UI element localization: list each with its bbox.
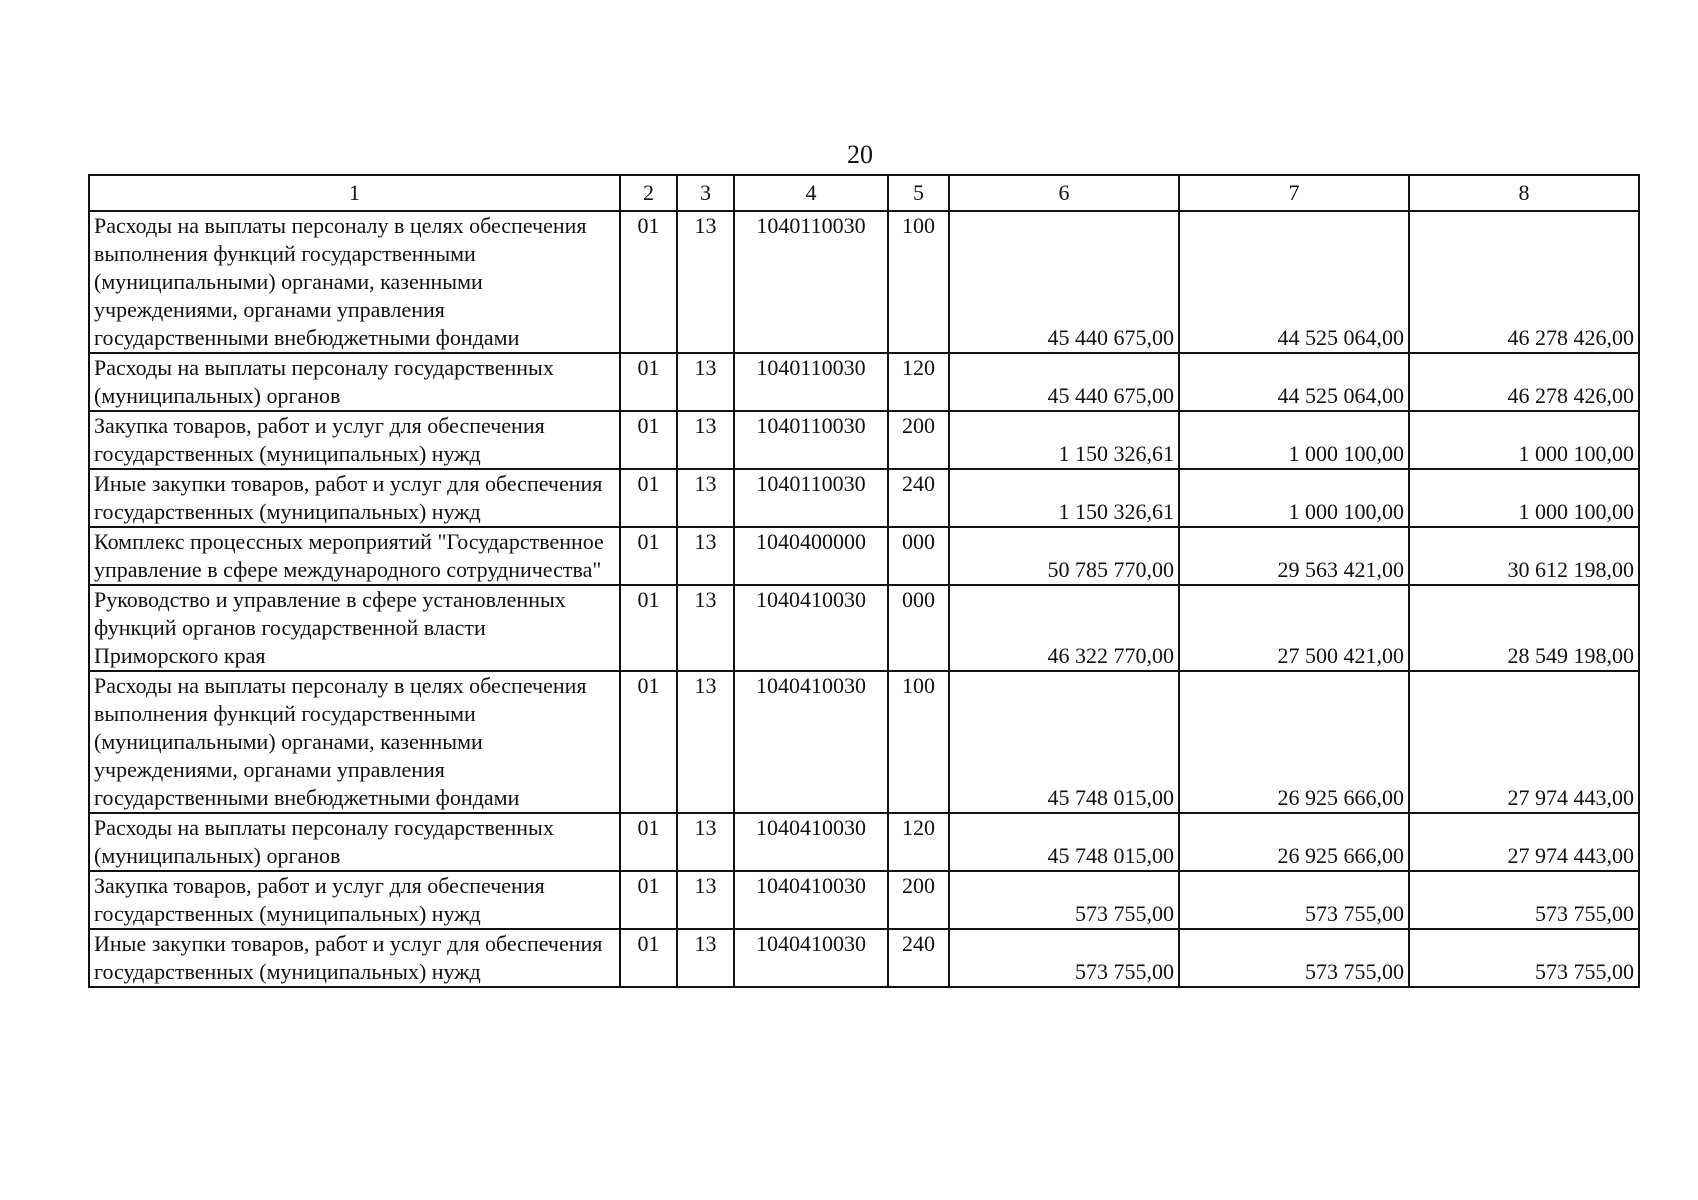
section-code-cell: 01 — [620, 813, 677, 871]
column-header: 5 — [888, 175, 949, 211]
page-number: 20 — [847, 140, 873, 169]
amount-cell-col6: 45 748 015,00 — [949, 813, 1179, 871]
table-row — [89, 353, 1639, 411]
amount-cell-col6: 573 755,00 — [949, 929, 1179, 987]
column-header: 4 — [734, 175, 888, 211]
expense-name-cell: Иные закупки товаров, работ и услуг для обеспечения государственных (муниципальных) нужд — [89, 929, 620, 987]
amount-cell-col8: 30 612 198,00 — [1409, 527, 1639, 585]
amount-cell-col6: 1 150 326,61 — [949, 469, 1179, 527]
expense-name-cell: Расходы на выплаты персоналу государственных (муниципальных) органов — [89, 813, 620, 871]
target-article-code-cell: 1040410030 — [734, 671, 888, 813]
column-header: 6 — [949, 175, 1179, 211]
table-row — [89, 929, 1639, 987]
section-code-cell: 01 — [620, 411, 677, 469]
amount-cell-col6: 1 150 326,61 — [949, 411, 1179, 469]
expense-type-code-cell: 240 — [888, 469, 949, 527]
expense-name-cell: Комплекс процессных мероприятий "Государственное управление в сфере международного сотрудничества" — [89, 527, 620, 585]
amount-cell-col6: 46 322 770,00 — [949, 585, 1179, 671]
amount-cell-col8: 1 000 100,00 — [1409, 411, 1639, 469]
expense-name-cell: Закупка товаров, работ и услуг для обеспечения государственных (муниципальных) нужд — [89, 871, 620, 929]
target-article-code-cell: 1040110030 — [734, 469, 888, 527]
column-header: 7 — [1179, 175, 1409, 211]
amount-cell-col6: 45 748 015,00 — [949, 671, 1179, 813]
table-row — [89, 211, 1639, 353]
expense-type-code-cell: 000 — [888, 585, 949, 671]
target-article-code-cell: 1040410030 — [734, 929, 888, 987]
amount-cell-col7: 573 755,00 — [1179, 871, 1409, 929]
budget-table — [88, 174, 1640, 988]
subsection-code-cell: 13 — [677, 527, 734, 585]
subsection-code-cell: 13 — [677, 469, 734, 527]
section-code-cell: 01 — [620, 871, 677, 929]
subsection-code-cell: 13 — [677, 585, 734, 671]
expense-name-cell: Руководство и управление в сфере установленных функций органов государственной власти Приморского края — [89, 585, 620, 671]
column-header: 1 — [89, 175, 620, 211]
subsection-code-cell: 13 — [677, 871, 734, 929]
target-article-code-cell: 1040110030 — [734, 211, 888, 353]
amount-cell-col7: 26 925 666,00 — [1179, 813, 1409, 871]
amount-cell-col8: 28 549 198,00 — [1409, 585, 1639, 671]
amount-cell-col7: 44 525 064,00 — [1179, 353, 1409, 411]
expense-name-cell: Закупка товаров, работ и услуг для обеспечения государственных (муниципальных) нужд — [89, 411, 620, 469]
section-code-cell: 01 — [620, 585, 677, 671]
target-article-code-cell: 1040110030 — [734, 411, 888, 469]
table-row — [89, 585, 1639, 671]
subsection-code-cell: 13 — [677, 929, 734, 987]
expense-type-code-cell: 000 — [888, 527, 949, 585]
amount-cell-col7: 26 925 666,00 — [1179, 671, 1409, 813]
amount-cell-col8: 46 278 426,00 — [1409, 211, 1639, 353]
amount-cell-col8: 27 974 443,00 — [1409, 671, 1639, 813]
expense-type-code-cell: 200 — [888, 871, 949, 929]
amount-cell-col8: 573 755,00 — [1409, 871, 1639, 929]
amount-cell-col6: 45 440 675,00 — [949, 353, 1179, 411]
amount-cell-col6: 573 755,00 — [949, 871, 1179, 929]
table-row — [89, 813, 1639, 871]
amount-cell-col6: 50 785 770,00 — [949, 527, 1179, 585]
amount-cell-col7: 29 563 421,00 — [1179, 527, 1409, 585]
expense-type-code-cell: 240 — [888, 929, 949, 987]
subsection-code-cell: 13 — [677, 411, 734, 469]
table-row — [89, 527, 1639, 585]
table-row — [89, 411, 1639, 469]
amount-cell-col6: 45 440 675,00 — [949, 211, 1179, 353]
section-code-cell: 01 — [620, 671, 677, 813]
table-header-row — [89, 175, 1639, 211]
amount-cell-col7: 573 755,00 — [1179, 929, 1409, 987]
target-article-code-cell: 1040410030 — [734, 813, 888, 871]
section-code-cell: 01 — [620, 929, 677, 987]
column-header: 8 — [1409, 175, 1639, 211]
section-code-cell: 01 — [620, 211, 677, 353]
subsection-code-cell: 13 — [677, 671, 734, 813]
amount-cell-col8: 573 755,00 — [1409, 929, 1639, 987]
expense-type-code-cell: 200 — [888, 411, 949, 469]
expense-name-cell: Расходы на выплаты персоналу в целях обеспечения выполнения функций государственными (муниципальными) органами, казенными учреждениями, органами управления государственными внебюджетными фондами — [89, 671, 620, 813]
amount-cell-col7: 1 000 100,00 — [1179, 411, 1409, 469]
table-row — [89, 871, 1639, 929]
subsection-code-cell: 13 — [677, 813, 734, 871]
section-code-cell: 01 — [620, 353, 677, 411]
amount-cell-col8: 46 278 426,00 — [1409, 353, 1639, 411]
expense-type-code-cell: 120 — [888, 813, 949, 871]
table-row — [89, 671, 1639, 813]
target-article-code-cell: 1040110030 — [734, 353, 888, 411]
amount-cell-col8: 1 000 100,00 — [1409, 469, 1639, 527]
expense-type-code-cell: 100 — [888, 671, 949, 813]
target-article-code-cell: 1040410030 — [734, 871, 888, 929]
subsection-code-cell: 13 — [677, 211, 734, 353]
expense-type-code-cell: 100 — [888, 211, 949, 353]
amount-cell-col7: 27 500 421,00 — [1179, 585, 1409, 671]
amount-cell-col7: 44 525 064,00 — [1179, 211, 1409, 353]
expense-name-cell: Расходы на выплаты персоналу государственных (муниципальных) органов — [89, 353, 620, 411]
target-article-code-cell: 1040400000 — [734, 527, 888, 585]
section-code-cell: 01 — [620, 527, 677, 585]
subsection-code-cell: 13 — [677, 353, 734, 411]
expense-type-code-cell: 120 — [888, 353, 949, 411]
column-header: 3 — [677, 175, 734, 211]
expense-name-cell: Иные закупки товаров, работ и услуг для обеспечения государственных (муниципальных) нужд — [89, 469, 620, 527]
amount-cell-col7: 1 000 100,00 — [1179, 469, 1409, 527]
table-row — [89, 469, 1639, 527]
target-article-code-cell: 1040410030 — [734, 585, 888, 671]
expense-name-cell: Расходы на выплаты персоналу в целях обеспечения выполнения функций государственными (муниципальными) органами, казенными учреждениями, органами управления государственными внебюджетными фондами — [89, 211, 620, 353]
column-header: 2 — [620, 175, 677, 211]
amount-cell-col8: 27 974 443,00 — [1409, 813, 1639, 871]
section-code-cell: 01 — [620, 469, 677, 527]
